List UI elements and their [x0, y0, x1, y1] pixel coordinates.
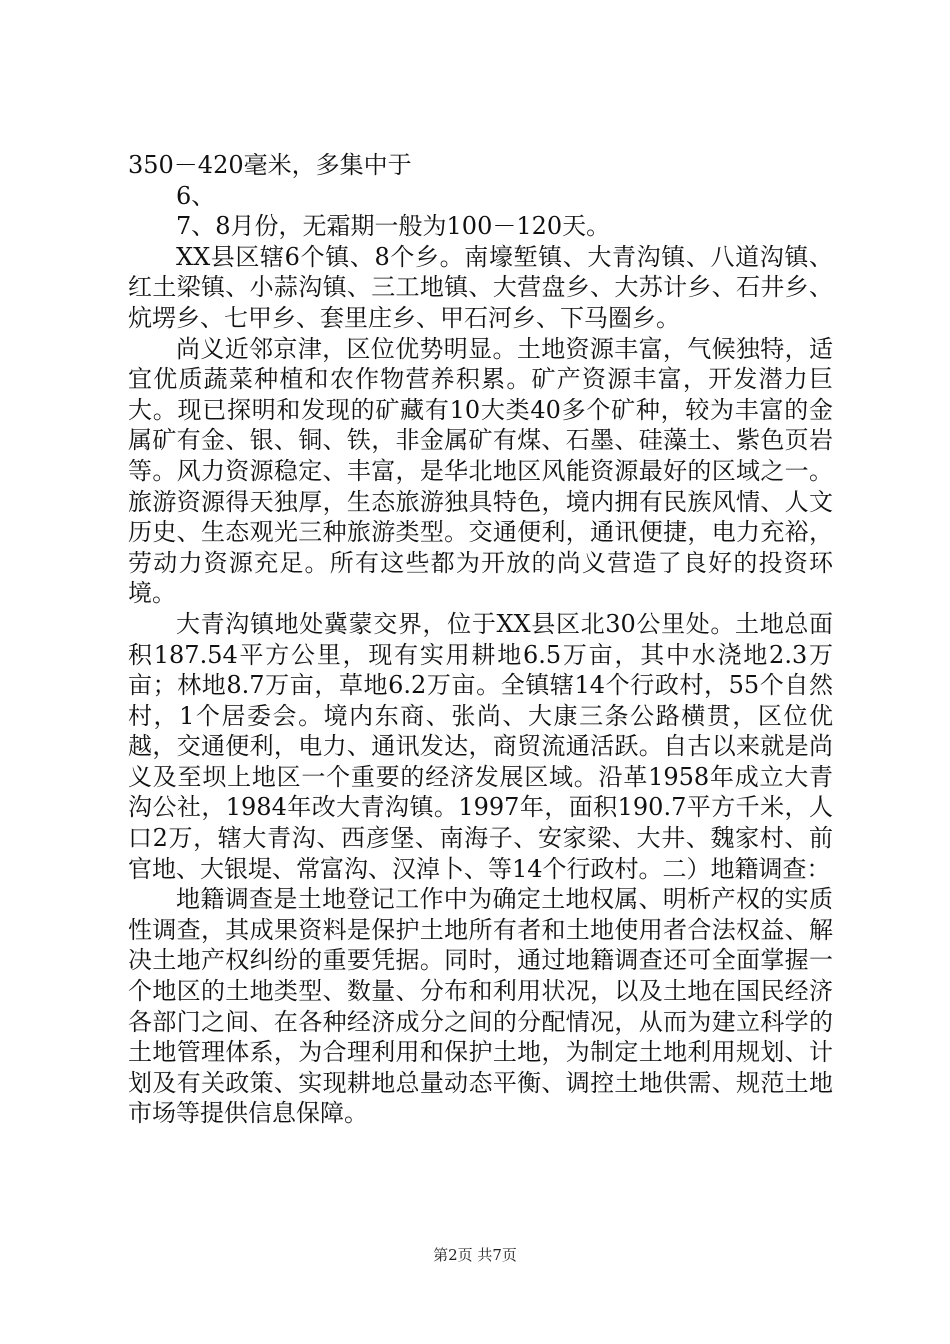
paragraph-rainfall-fragment: 350－420毫米，多集中于 [128, 151, 412, 179]
paragraph-month-fragment: 6、 [176, 181, 216, 210]
paragraph-townships: XX县区辖6个镇、8个乡。南壕堑镇、大青沟镇、八道沟镇、红土梁镇、小蒜沟镇、三工地镇、大营盘乡、大苏计乡、石井乡、炕塄乡、七甲乡、套里庄乡、甲石河乡、下马圈乡。 [128, 242, 833, 332]
paragraph-cadastral-survey: 地籍调查是土地登记工作中为确定土地权属、明析产权的实质性调查，其成果资料是保护土地所有者和土地使用者合法权益、解决土地产权纠纷的重要凭据。同时，通过地籍调查还可全面掌握一个地区的土地类型、数量、分布和利用状况，以及土地在国民经济各部门之间、在各种经济成分之间的分配情况，从而为建立科学的土地管理体系，为合理利用和保护土地，为制定土地利用规划、计划及有关政策、实现耕地总量动态平衡、调控土地供需、规范土地市场等提供信息保障。 [128, 885, 833, 1128]
paragraph-advantages: 尚义近邻京津，区位优势明显。土地资源丰富，气候独特，适宜优质蔬菜种植和农作物营养积累。矿产资源丰富，开发潜力巨大。现已探明和发现的矿藏有10大类40多个矿种，较为丰富的金属矿有金、银、铜、铁，非金属矿有煤、石墨、硅藻土、紫色页岩等。风力资源稳定、丰富，是华北地区风能资源最好的区域之一。旅游资源得天独厚，生态旅游独具特色，境内拥有民族风情、人文历史、生态观光三种旅游类型。交通便利，通讯便捷，电力充裕，劳动力资源充足。所有这些都为开放的尚义营造了良好的投资环境。 [128, 334, 833, 608]
page-number: 第2页 共7页 [433, 1246, 517, 1264]
paragraph-frost-period: 7、8月份，无霜期一般为100－120天。 [176, 212, 611, 241]
paragraph-daqinggou-town: 大青沟镇地处冀蒙交界，位于XX县区北30公里处。土地总面积187.54平方公里，现有实用耕地6.5万亩，其中水浇地2.3万亩；林地8.7万亩，草地6.2万亩。全镇辖14个行政村，55个自然村，1个居委会。境内东商、张尚、大康三条公路横贯，区位优越，交通便利，电力、通讯发达，商贸流通活跃。自古以来就是尚义及至坝上地区一个重要的经济发展区域。沿革1958年成立大青沟公社，1984年改大青沟镇。1997年，面积190.7平方千米，人口2万，辖大青沟、西彦堡、南海子、安家梁、大井、魏家村、前官地、大银堤、常富沟、汉淖卜、等14个行政村。二）地籍调查： [128, 609, 833, 883]
document-body [128, 150, 833, 1129]
